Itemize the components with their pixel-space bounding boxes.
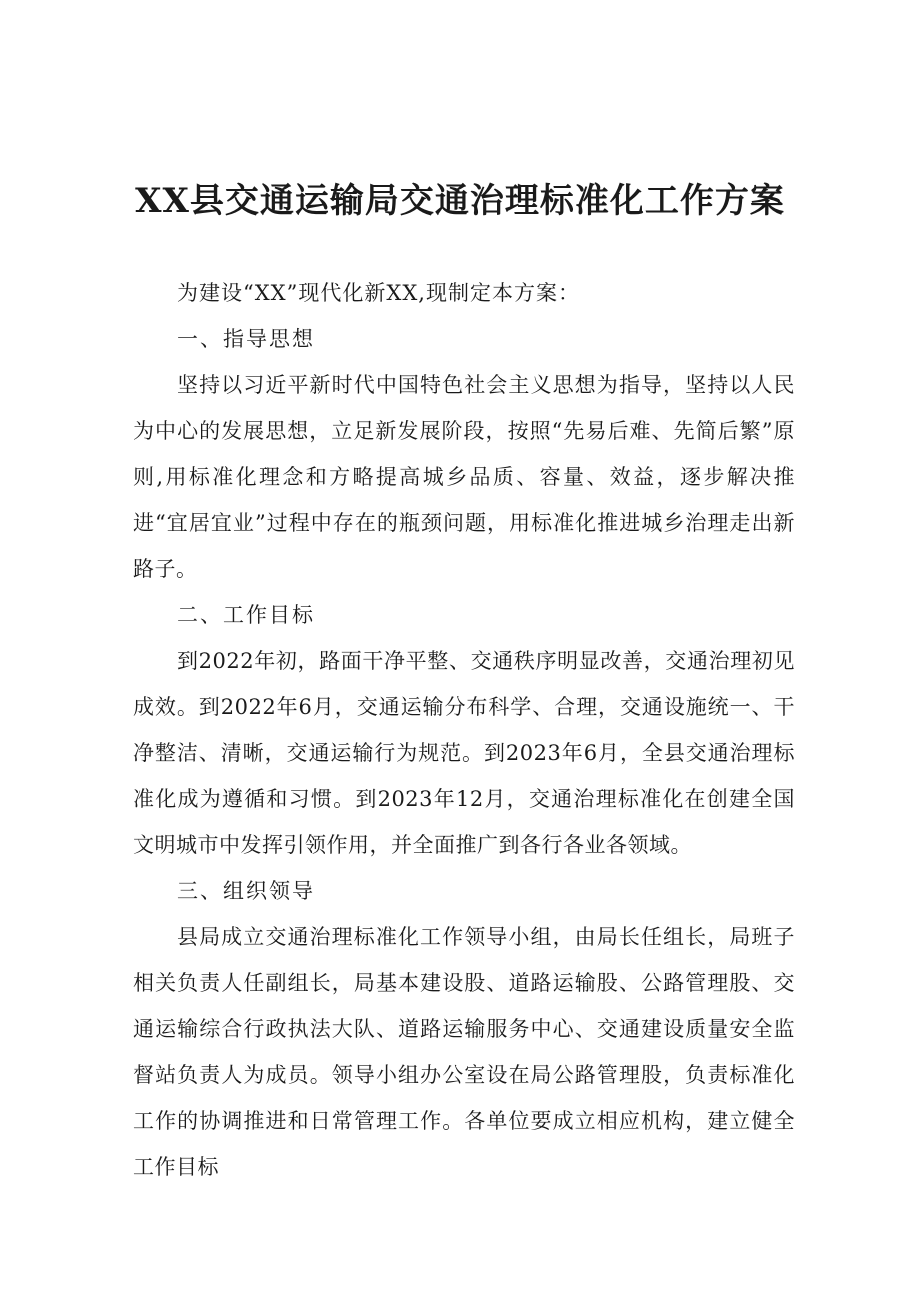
- document-title: XX县交通运输局交通治理标准化工作方案: [135, 181, 785, 221]
- section-paragraph-work-goals: 到2022年初，路面干净平整、交通秩序明显改善，交通治理初见成效。到2022年6月，交通运输分布科学、合理，交通设施统一、干净整洁、清晰，交通运输行为规范。到2023年6月，全县交通治理标准化成为遵循和习惯。到2023年12月，交通治理标准化在创建全国文明城市中发挥引领作用，并全面推广到各行各业各领域。: [133, 649, 795, 857]
- section-heading-organization-leadership: 三、组织领导: [177, 879, 315, 903]
- section-heading-guiding-ideology: 一、指导思想: [177, 327, 315, 351]
- section-paragraph-guiding-ideology: 坚持以习近平新时代中国特色社会主义思想为指导，坚持以人民为中心的发展思想，立足新发展阶段，按照“先易后难、先简后繁”原则,用标准化理念和方略提高城乡品质、容量、效益，逐步解决推进“宜居宜业”过程中存在的瓶颈问题，用标准化推进城乡治理走出新路子。: [133, 373, 795, 581]
- document-body: [133, 270, 795, 1190]
- intro-paragraph: 为建设“XX”现代化新XX,现制定本方案：: [177, 281, 580, 305]
- section-paragraph-organization-leadership: 县局成立交通治理标准化工作领导小组，由局长任组长，局班子相关负责人任副组长，局基本建设股、道路运输股、公路管理股、交通运输综合行政执法大队、道路运输服务中心、交通建设质量安全监督站负责人为成员。领导小组办公室设在局公路管理股，负责标准化工作的协调推进和日常管理工作。各单位要成立相应机构，建立健全工作目标: [133, 925, 795, 1179]
- section-heading-work-goals: 二、工作目标: [177, 603, 315, 627]
